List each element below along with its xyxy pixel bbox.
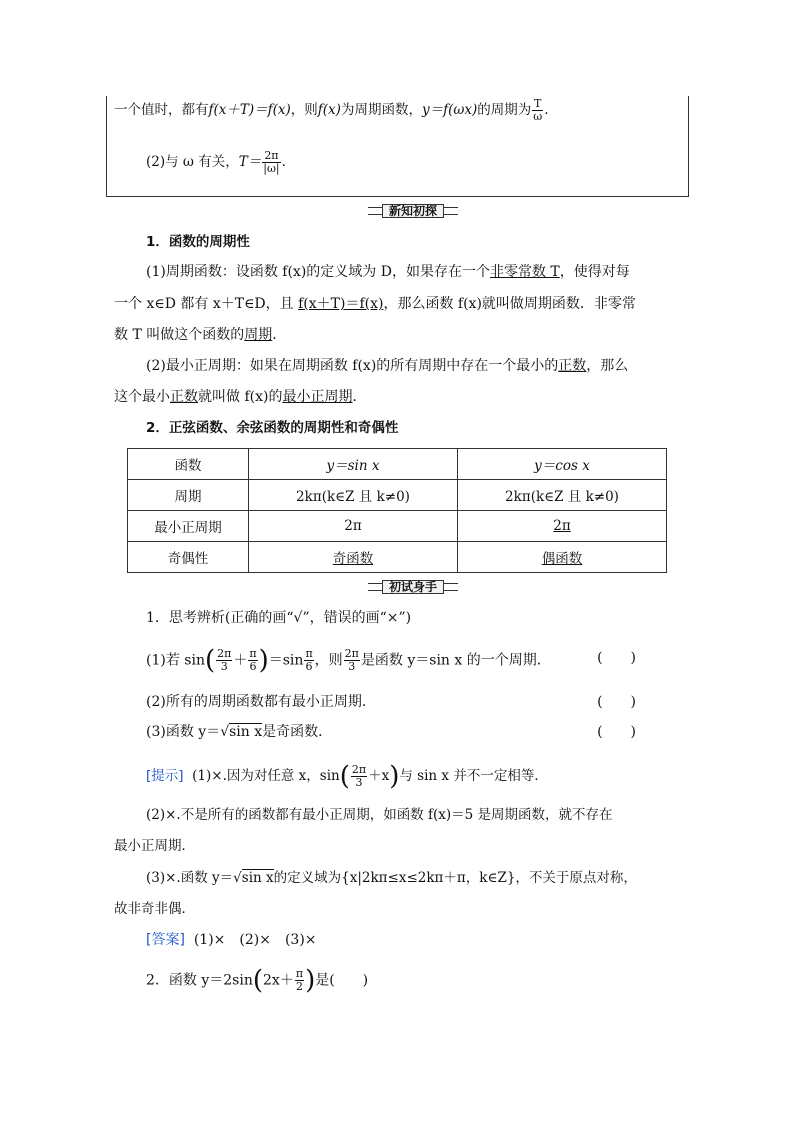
- exercise1-q2: (2)所有的周期函数都有最小正周期． ( ): [146, 694, 636, 710]
- hint-line-5: 故非奇非偶．: [114, 901, 195, 917]
- table-cell: 2π: [458, 511, 667, 542]
- answer-blank: ( ): [597, 650, 636, 666]
- section1-p1-line1: (1)周期函数：设函数 f(x)的定义域为 D，如果存在一个非零常数 T，使得对每: [146, 264, 630, 280]
- sqrt-icon: √: [233, 870, 242, 886]
- box-line-2: (2)与 ω 有关，T＝ $\frac{2\pi}{|\omega|}$ .: [146, 149, 286, 175]
- box-line-1: 一个值时，都有f(x＋T)＝f(x)，则f(x)为周期函数，y＝f(ωx)的周期为 $\frac{T}{\omega}$ .: [114, 97, 549, 123]
- table-cell: 最小正周期: [128, 511, 249, 542]
- table-row: [128, 542, 667, 573]
- table-header-row: [128, 449, 667, 480]
- answer-blank: ( ): [597, 724, 636, 740]
- section-tag-first-try: 初试身手: [368, 580, 458, 594]
- fraction: $\frac{2\pi}{|\omega|}$: [263, 149, 280, 175]
- table-row: [128, 511, 667, 542]
- exercise1-q3: (3)函数 y＝√sin x是奇函数． ( ): [146, 724, 636, 740]
- table-cell: y＝sin x: [249, 449, 458, 480]
- table-cell: 奇偶性: [128, 542, 249, 573]
- answer-line: [答案] (1)× (2)× (3)×: [146, 932, 317, 948]
- table-cell: y＝cos x: [458, 449, 667, 480]
- hint-line-2: (2)×.不是所有的函数都有最小正周期，如函数 f(x)＝5 是周期函数，就不存在: [146, 807, 613, 823]
- hint-line-4: (3)×.函数 y＝√sin x的定义域为{x|2kπ≤x≤2kπ＋π，k∈Z}，不关于原点对称，: [146, 870, 637, 886]
- table-cell: 奇函数: [249, 542, 458, 573]
- table-cell: 2π: [249, 511, 458, 542]
- section-tag-new-knowledge: 新知初探: [368, 204, 458, 218]
- section1-p1-line3: 数 T 叫做这个函数的周期．: [114, 327, 287, 343]
- exercise1-heading: 1．思考辨析(正确的画“√”，错误的画“×”): [146, 610, 412, 626]
- section1-p1-line2: 一个 x∈D 都有 x＋T∈D，且 f(x＋T)＝f(x)，那么函数 f(x)就叫做周期函数．非零常: [114, 296, 636, 312]
- exercise1-q1: (1)若 sin( $\frac{2\pi}{3}$ ＋ $\frac{\pi}{6}$ )＝sin $\frac{\pi}{6}$ ，则 $\frac{2\pi}{3}$ 是函数 y＝sin x 的一个周期． ( ): [146, 645, 636, 676]
- fraction: $\frac{T}{\omega}$: [533, 97, 543, 123]
- section2-heading: 2．正弦函数、余弦函数的周期性和奇偶性: [146, 420, 399, 436]
- section1-heading: 1．函数的周期性: [146, 234, 250, 250]
- table-cell: 偶函数: [458, 542, 667, 573]
- table-cell: 函数: [128, 449, 249, 480]
- table-cell: 2kπ(k∈Z 且 k≠0): [458, 480, 667, 511]
- table-cell: 周期: [128, 480, 249, 511]
- exercise2-question: 2．函数 y＝2sin(2x＋ $\frac{\pi}{2}$ )是( ): [146, 965, 369, 996]
- hint-line-3: 最小正周期．: [114, 838, 195, 854]
- section1-p2-line1: (2)最小正周期：如果在周期函数 f(x)的所有周期中存在一个最小的正数，那么: [146, 358, 629, 374]
- section1-p2-line2: 这个最小正数就叫做 f(x)的最小正周期．: [114, 389, 367, 405]
- table-row: [128, 480, 667, 511]
- hint-line-1: [提示] (1)×.因为对任意 x，sin( $\frac{2\pi}{3}$ ＋x)与 sin x 并不一定相等．: [146, 761, 548, 792]
- table-cell: 2kπ(k∈Z 且 k≠0): [249, 480, 458, 511]
- answer-blank: ( ): [597, 694, 636, 710]
- trig-properties-table: [127, 448, 667, 573]
- sqrt-icon: √: [220, 724, 230, 740]
